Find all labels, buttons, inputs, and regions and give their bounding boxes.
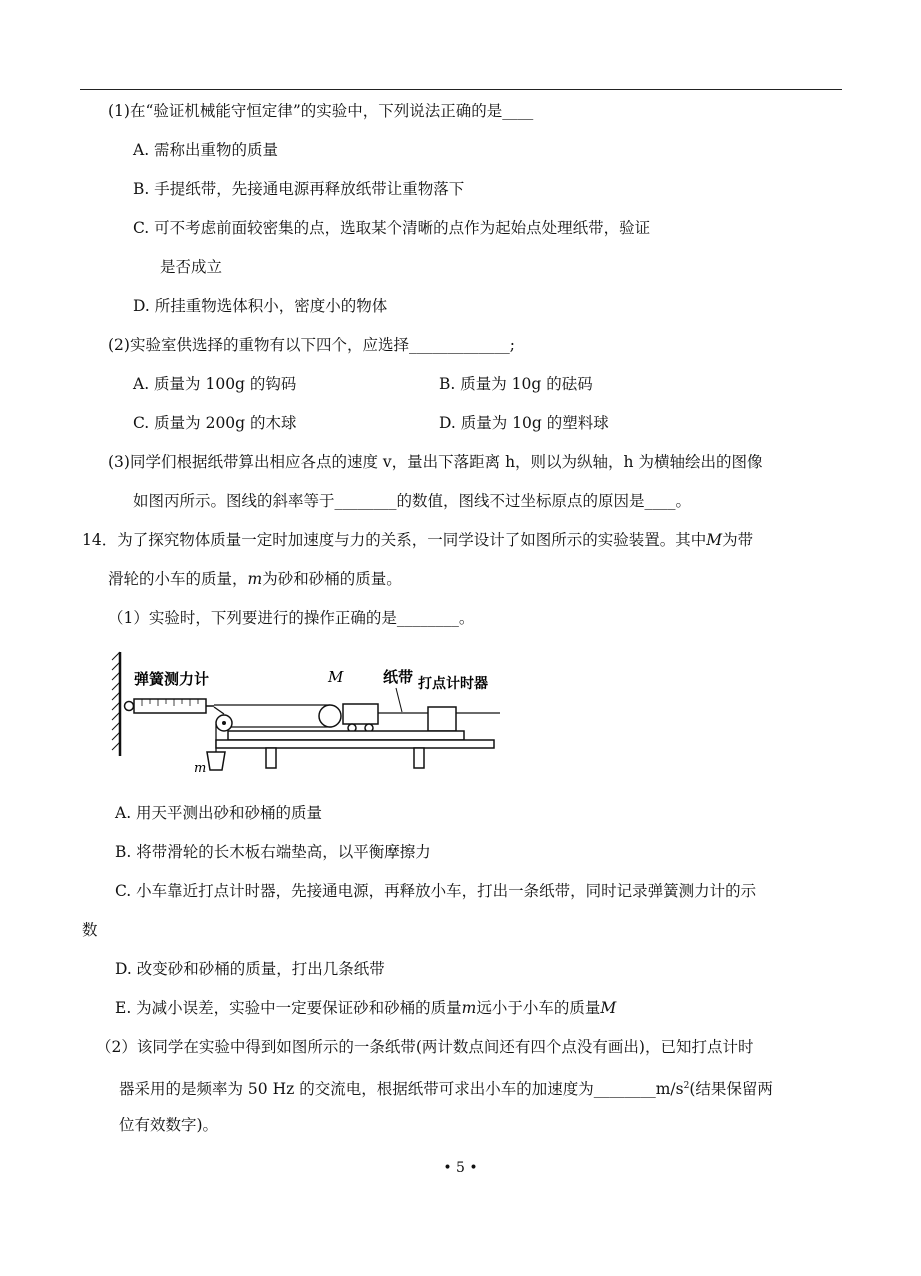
- spring-scale-label: 弹簧测力计: [134, 670, 210, 688]
- dot-timer: [428, 707, 456, 731]
- q13-part2-option-c: C. 质量为 200g 的木球: [133, 414, 297, 432]
- q14-var-M: M: [706, 531, 723, 549]
- header-rule: [80, 89, 842, 90]
- q14-part1-option-e: [115, 998, 616, 1018]
- page-number: • 5 •: [443, 1160, 478, 1176]
- option-e-var-m: m: [461, 999, 477, 1017]
- q13-part2-option-d: D. 质量为 10g 的塑料球: [439, 414, 609, 432]
- q13-part3-line2: 如图丙所示。图线的斜率等于________的数值，图线不过坐标原点的原因是____。: [133, 492, 692, 510]
- part2-superscript: 2: [683, 1081, 690, 1091]
- q14-part1-option-c-line1: C. 小车靠近打点计时器，先接通电源，再释放小车，打出一条纸带，同时记录弹簧测力计的示: [115, 882, 757, 900]
- q14-stem-text-d: 为砂和砂桶的质量。: [262, 570, 402, 588]
- tape-pointer: [396, 688, 402, 712]
- q14-part1-option-b: B. 将带滑轮的长木板右端垫高，以平衡摩擦力: [115, 843, 431, 861]
- part2-text-a: 器采用的是频率为 50 Hz 的交流电，根据纸带可求出小车的加速度为________m/s: [119, 1080, 684, 1099]
- option-e-var-M: M: [600, 999, 617, 1017]
- q14-part1-option-d: D. 改变砂和砂桶的质量，打出几条纸带: [115, 960, 385, 978]
- part2-text-b: (结果保留两: [689, 1080, 773, 1099]
- cart-label: M: [328, 668, 344, 686]
- bucket-label: m: [194, 761, 207, 776]
- q14-stem-line2: [108, 569, 402, 589]
- q14-var-m: m: [247, 570, 263, 588]
- q14-stem-text-c: 滑轮的小车的质量，: [108, 570, 248, 588]
- option-e-text-b: 远小于小车的质量: [476, 999, 601, 1017]
- q14-part1-option-a: A. 用天平测出砂和砂桶的质量: [115, 804, 323, 822]
- tape-label: 纸带: [383, 668, 414, 686]
- q14-part1-option-c-line2: 数: [82, 921, 98, 939]
- q14-stem-text-b: 为带: [722, 531, 754, 549]
- q13-part1-stem: (1)在“验证机械能守恒定律”的实验中，下列说法正确的是____: [108, 102, 534, 120]
- q14-part1-stem: （1）实验时，下列要进行的操作正确的是________。: [108, 609, 475, 627]
- string-to-pulley: [214, 707, 224, 714]
- apparatus-figure: [110, 648, 500, 778]
- fixed-pulley-axle: [222, 721, 226, 725]
- timer-label: 打点计时器: [418, 676, 488, 692]
- q14-stem-line1: [82, 530, 753, 550]
- cart-body: [343, 704, 378, 724]
- q13-part1-option-c-line2: 是否成立: [160, 258, 223, 276]
- q13-part1-option-c-line1: C. 可不考虑前面较密集的点，选取某个清晰的点作为起始点处理纸带，验证: [133, 219, 651, 237]
- q13-part3-line1: (3)同学们根据纸带算出相应各点的速度 v，量出下落距离 h，则以为纵轴，h 为横轴绘出的图像: [108, 453, 763, 471]
- table-top: [216, 740, 494, 748]
- option-e-text-a: E. 为减小误差，实验中一定要保证砂和砂桶的质量: [115, 999, 462, 1017]
- spring-scale-body: [134, 699, 206, 713]
- cart-pulley: [319, 705, 341, 727]
- q14-part2-line3: 位有效数字)。: [119, 1116, 219, 1134]
- q13-part1-option-d: D. 所挂重物选体积小，密度小的物体: [133, 297, 388, 315]
- table-leg-left: [266, 748, 276, 768]
- wall-hook: [125, 702, 134, 711]
- q14-stem-text-a: 14．为了探究物体质量一定时加速度与力的关系，一同学设计了如图所示的实验装置。其中: [82, 531, 707, 549]
- sand-bucket: [207, 752, 225, 770]
- q13-part2-option-a: A. 质量为 100g 的钩码: [133, 375, 297, 393]
- q13-part1-option-b: B. 手提纸带，先接通电源再释放纸带让重物落下: [133, 180, 465, 198]
- q13-part2-option-b: B. 质量为 10g 的砝码: [439, 375, 593, 393]
- long-board: [228, 731, 464, 740]
- q14-part2-line2: [119, 1076, 773, 1099]
- table-leg-right: [414, 748, 424, 768]
- q13-part2-stem: (2)实验室供选择的重物有以下四个，应选择_____________;: [108, 336, 515, 354]
- q13-part1-option-a: A. 需称出重物的质量: [133, 141, 279, 159]
- q14-part2-line1: （2）该同学在实验中得到如图所示的一条纸带(两计数点间还有四个点没有画出)，已知打点计时: [96, 1038, 754, 1056]
- apparatus-diagram: [110, 648, 500, 778]
